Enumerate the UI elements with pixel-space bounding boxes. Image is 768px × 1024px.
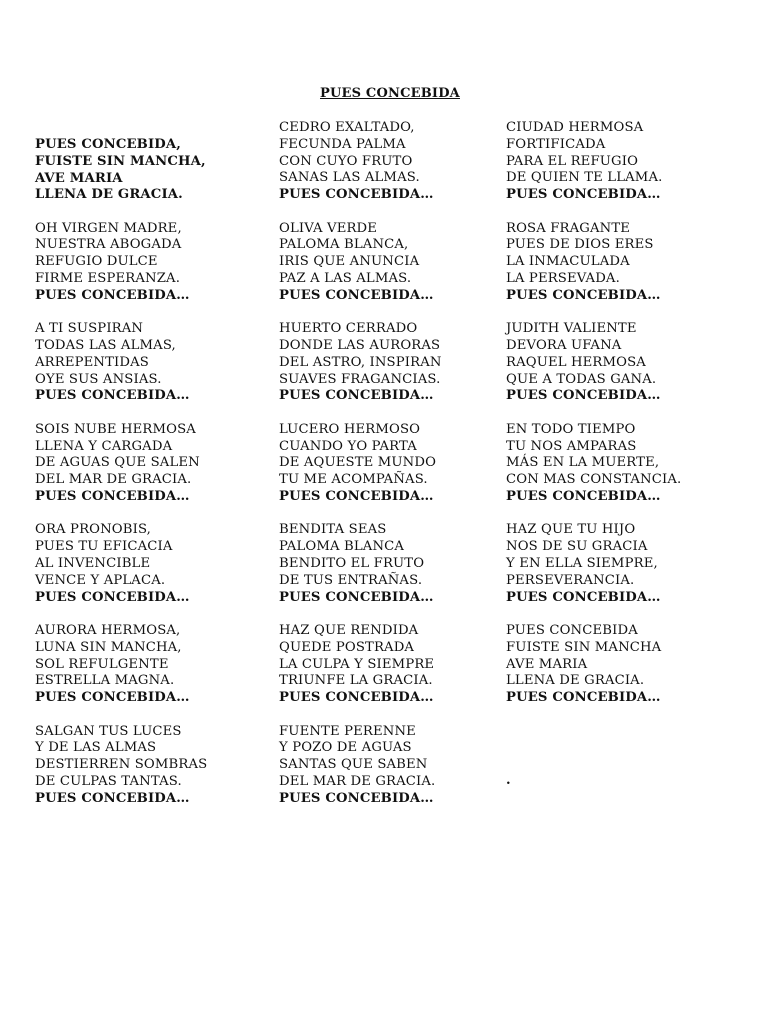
verse-line: ARREPENTIDAS bbox=[35, 354, 149, 370]
verse-line: MÁS EN LA MUERTE, bbox=[506, 455, 660, 471]
verse-line: SANAS LAS ALMAS. bbox=[279, 170, 420, 186]
verse-line: PALOMA BLANCA bbox=[279, 539, 405, 555]
verse-line: LLENA Y CARGADA bbox=[35, 438, 173, 454]
verse-line: DE AQUESTE MUNDO bbox=[279, 455, 437, 471]
verse-line: EN TODO TIEMPO bbox=[506, 421, 636, 437]
stanza bbox=[35, 422, 207, 523]
refrain-line: PUES CONCEBIDA… bbox=[506, 589, 661, 605]
stanza bbox=[506, 422, 681, 523]
verse-line: PERSEVERANCIA. bbox=[506, 572, 635, 588]
verse-line: VENCE Y APLACA. bbox=[35, 572, 166, 588]
verse-line: REFUGIO DULCE bbox=[35, 254, 158, 270]
verse-line: DE CULPAS TANTAS. bbox=[35, 773, 182, 789]
refrain-line: PUES CONCEBIDA… bbox=[35, 287, 190, 303]
verse-line: ORA PRONOBIS, bbox=[35, 522, 152, 538]
verse-line: AL INVENCIBLE bbox=[35, 555, 151, 571]
verse-line: AURORA HERMOSA, bbox=[35, 622, 181, 638]
verse-line: HUERTO CERRADO bbox=[279, 321, 418, 337]
verse-line: BENDITO EL FRUTO bbox=[279, 555, 425, 571]
refrain-line: PUES CONCEBIDA… bbox=[279, 589, 434, 605]
refrain-line: PUES CONCEBIDA… bbox=[35, 690, 190, 706]
verse-line: HAZ QUE TU HIJO bbox=[506, 522, 636, 538]
verse-line: A TI SUSPIRAN bbox=[35, 321, 144, 337]
verse-line: SUAVES FRAGANCIAS. bbox=[279, 371, 441, 387]
refrain-line: PUES CONCEBIDA… bbox=[279, 488, 434, 504]
verse-line: LA INMACULADA bbox=[506, 254, 630, 270]
refrain-line: PUES CONCEBIDA… bbox=[279, 287, 434, 303]
verse-line: DEVORA UFANA bbox=[506, 337, 622, 353]
verse-line: HAZ QUE RENDIDA bbox=[279, 622, 419, 638]
refrain-line: PUES CONCEBIDA… bbox=[279, 690, 434, 706]
verse-line: Y DE LAS ALMAS bbox=[35, 740, 157, 756]
verse-line: FUISTE SIN MANCHA bbox=[506, 639, 662, 655]
verse-line: TU ME ACOMPAÑAS. bbox=[279, 472, 428, 488]
verse-line: NUESTRA ABOGADA bbox=[35, 237, 182, 253]
refrain-line: PUES CONCEBIDA… bbox=[35, 589, 190, 605]
stanza bbox=[506, 623, 681, 724]
verse-line: SOL REFULGENTE bbox=[35, 656, 169, 672]
verse-column-2 bbox=[279, 120, 442, 824]
verse-line: CON MAS CONSTANCIA. bbox=[506, 472, 682, 488]
verse-line: LA CULPA Y SIEMPRE bbox=[279, 656, 435, 672]
verse-line: DE TUS ENTRAÑAS. bbox=[279, 572, 423, 588]
verse-line: BENDITA SEAS bbox=[279, 522, 387, 538]
verse-line: DEL MAR DE GRACIA. bbox=[279, 773, 436, 789]
verse-line: Y POZO DE AGUAS bbox=[279, 740, 412, 756]
refrain-line: PUES CONCEBIDA… bbox=[279, 388, 434, 404]
refrain-line: LLENA DE GRACIA. bbox=[35, 187, 183, 203]
verse-line: JUDITH VALIENTE bbox=[506, 321, 637, 337]
verse-line: LUCERO HERMOSO bbox=[279, 421, 421, 437]
verse-line: DESTIERREN SOMBRAS bbox=[35, 757, 208, 773]
stanza bbox=[35, 321, 207, 422]
refrain-line: PUES CONCEBIDA… bbox=[506, 388, 661, 404]
stanza bbox=[279, 120, 442, 221]
verse-line: PARA EL REFUGIO bbox=[506, 153, 639, 169]
verse-line: PUES CONCEBIDA bbox=[506, 622, 638, 638]
verse-line: PALOMA BLANCA, bbox=[279, 237, 409, 253]
refrain-line: PUES CONCEBIDA… bbox=[506, 488, 661, 504]
refrain-line: PUES CONCEBIDA… bbox=[279, 790, 434, 806]
stanza bbox=[35, 623, 207, 724]
page-title: PUES CONCEBIDA bbox=[320, 86, 460, 101]
verse-line: TODAS LAS ALMAS, bbox=[35, 337, 176, 353]
verse-line: CEDRO EXALTADO, bbox=[279, 120, 415, 135]
refrain-line: FUISTE SIN MANCHA, bbox=[35, 153, 206, 169]
verse-line: QUE A TODAS GANA. bbox=[506, 371, 657, 387]
verse-line: PUES TU EFICACIA bbox=[35, 539, 173, 555]
stanza bbox=[279, 724, 442, 825]
verse-column-3 bbox=[506, 120, 681, 724]
refrain-line: PUES CONCEBIDA… bbox=[279, 187, 434, 203]
verse-line: FECUNDA PALMA bbox=[279, 136, 406, 152]
trailing-period: . bbox=[506, 773, 511, 788]
verse-line: FIRME ESPERANZA. bbox=[35, 270, 181, 286]
verse-line: PUES DE DIOS ERES bbox=[506, 237, 654, 253]
stanza bbox=[506, 221, 681, 322]
verse-line: CIUDAD HERMOSA bbox=[506, 120, 644, 135]
refrain-line: PUES CONCEBIDA… bbox=[35, 488, 190, 504]
refrain-line: AVE MARIA bbox=[35, 170, 123, 186]
verse-line: CON CUYO FRUTO bbox=[279, 153, 413, 169]
verse-line: SOIS NUBE HERMOSA bbox=[35, 421, 196, 437]
verse-line: Y EN ELLA SIEMPRE, bbox=[506, 555, 658, 571]
verse-line: DONDE LAS AURORAS bbox=[279, 337, 441, 353]
refrain-line: PUES CONCEBIDA… bbox=[35, 790, 190, 806]
verse-line: ESTRELLA MAGNA. bbox=[35, 673, 175, 689]
verse-line: PAZ A LAS ALMAS. bbox=[279, 270, 412, 286]
refrain-line: PUES CONCEBIDA… bbox=[506, 287, 661, 303]
stanza bbox=[35, 522, 207, 623]
verse-line: SALGAN TUS LUCES bbox=[35, 723, 182, 739]
verse-line: TU NOS AMPARAS bbox=[506, 438, 637, 454]
verse-line: DE QUIEN TE LLAMA. bbox=[506, 170, 663, 186]
verse-line: AVE MARIA bbox=[506, 656, 588, 672]
stanza bbox=[279, 321, 442, 422]
verse-line: TRIUNFE LA GRACIA. bbox=[279, 673, 433, 689]
stanza bbox=[506, 321, 681, 422]
refrain-line: PUES CONCEBIDA… bbox=[35, 388, 190, 404]
refrain-line: PUES CONCEBIDA… bbox=[506, 690, 661, 706]
verse-line: SANTAS QUE SABEN bbox=[279, 757, 428, 773]
verse-line: LLENA DE GRACIA. bbox=[506, 673, 645, 689]
verse-line: IRIS QUE ANUNCIA bbox=[279, 254, 420, 270]
refrain-line: PUES CONCEBIDA, bbox=[35, 137, 181, 152]
verse-line: DEL MAR DE GRACIA. bbox=[35, 472, 192, 488]
stanza bbox=[35, 221, 207, 322]
verse-line: FUENTE PERENNE bbox=[279, 723, 416, 739]
verse-line: LUNA SIN MANCHA, bbox=[35, 639, 182, 655]
stanza bbox=[279, 522, 442, 623]
verse-line: QUEDE POSTRADA bbox=[279, 639, 415, 655]
stanza bbox=[35, 120, 207, 221]
verse-line: CUANDO YO PARTA bbox=[279, 438, 417, 454]
stanza bbox=[35, 724, 207, 825]
stanza bbox=[279, 221, 442, 322]
verse-line: FORTIFICADA bbox=[506, 136, 606, 152]
stanza bbox=[279, 623, 442, 724]
verse-column-1 bbox=[35, 120, 207, 824]
refrain-line: PUES CONCEBIDA… bbox=[506, 187, 661, 203]
verse-line: DEL ASTRO, INSPIRAN bbox=[279, 354, 442, 370]
stanza bbox=[506, 522, 681, 623]
verse-line: ROSA FRAGANTE bbox=[506, 220, 631, 236]
verse-line: OYE SUS ANSIAS. bbox=[35, 371, 162, 387]
stanza bbox=[506, 120, 681, 221]
verse-line: DE AGUAS QUE SALEN bbox=[35, 455, 200, 471]
verse-line: RAQUEL HERMOSA bbox=[506, 354, 646, 370]
verse-line: OH VIRGEN MADRE, bbox=[35, 220, 182, 236]
verse-line: NOS DE SU GRACIA bbox=[506, 539, 648, 555]
stanza bbox=[279, 422, 442, 523]
verse-line: LA PERSEVADA. bbox=[506, 270, 620, 286]
verse-line: OLIVA VERDE bbox=[279, 220, 378, 236]
